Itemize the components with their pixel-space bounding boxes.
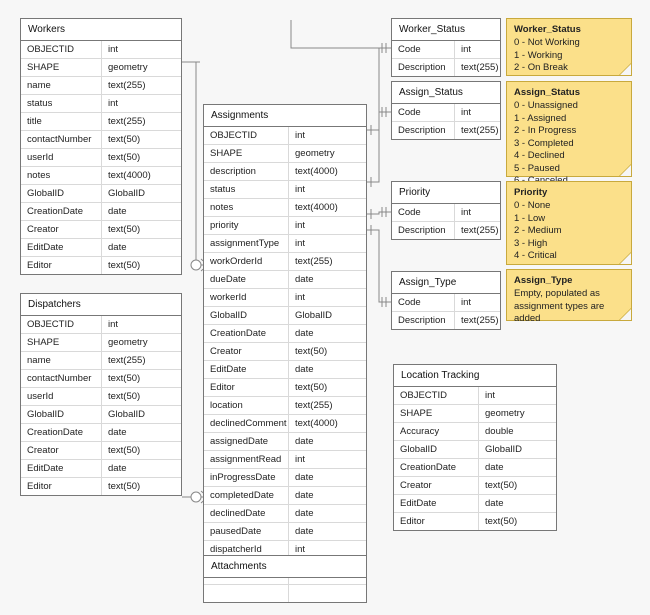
field-name: Creator (210, 346, 242, 357)
field-name: declinedComment (210, 418, 287, 429)
entity-title: Worker_Status (392, 19, 500, 41)
field-type: text(4000) (288, 163, 366, 180)
field-name: EditDate (27, 463, 64, 474)
note-note_worker_status[interactable] (506, 18, 632, 76)
entity-field-row (21, 167, 181, 185)
field-type: text(50) (288, 379, 366, 396)
entity-field-row (394, 477, 556, 495)
entity-field-row (21, 59, 181, 77)
entity-field-row (392, 312, 500, 329)
field-name: OBJECTID (400, 390, 447, 401)
field-type: date (288, 361, 366, 378)
field-name: declinedDate (210, 508, 266, 519)
entity-field-row (394, 459, 556, 477)
entity-field-row (21, 424, 181, 442)
field-type: geometry (101, 334, 181, 351)
field-type: date (288, 469, 366, 486)
entity-field-row (204, 361, 366, 379)
field-name: completedDate (210, 490, 274, 501)
field-type: text(4000) (288, 199, 366, 216)
field-type: geometry (288, 145, 366, 162)
field-name: Description (398, 125, 446, 136)
entity-field-row (21, 460, 181, 478)
entity-fields (394, 387, 556, 530)
field-name: inProgressDate (210, 472, 276, 483)
field-type: text(50) (288, 343, 366, 360)
note-line: Empty, populated as (514, 288, 600, 299)
entity-assign_type[interactable] (391, 271, 501, 330)
field-name: workOrderId (210, 256, 263, 267)
entity-field-row (392, 104, 500, 122)
entity-field-row (204, 505, 366, 523)
entity-field-row (21, 77, 181, 95)
field-type: date (101, 239, 181, 256)
note-note_priority[interactable] (506, 181, 632, 265)
entity-field-row (204, 253, 366, 271)
entity-field-row (21, 406, 181, 424)
entity-field-row (204, 271, 366, 289)
field-name: userId (27, 152, 54, 163)
field-name: Code (398, 207, 421, 218)
field-type: text(255) (288, 253, 366, 270)
field-type: date (288, 271, 366, 288)
field-name: priority (210, 220, 239, 231)
note-line: assignment types are added (514, 300, 607, 324)
note-line: 0 - Not Working (514, 37, 580, 48)
field-name: GlobalID (400, 444, 437, 455)
field-name: Description (398, 62, 446, 73)
field-name: SHAPE (27, 62, 60, 73)
note-line: 2 - On Break (514, 62, 568, 73)
field-name: Code (398, 44, 421, 55)
field-type: int (288, 217, 366, 234)
entity-worker_status[interactable] (391, 18, 501, 77)
field-type: int (101, 95, 181, 112)
field-type: int (288, 541, 366, 558)
entity-title: Workers (21, 19, 181, 41)
entity-field-row (392, 122, 500, 139)
entity-title: Assign_Status (392, 82, 500, 104)
entity-field-row (21, 95, 181, 113)
entity-field-row (204, 289, 366, 307)
note-fold-inner-icon (620, 165, 631, 176)
entity-location_tracking[interactable] (393, 364, 557, 531)
entity-field-row (204, 307, 366, 325)
field-name: description (210, 166, 256, 177)
field-type: int (288, 451, 366, 468)
field-name: Editor (400, 516, 425, 527)
entity-field-row (204, 523, 366, 541)
field-name: Creator (400, 480, 432, 491)
field-type: text(255) (101, 77, 181, 94)
field-name: contactNumber (27, 134, 92, 145)
entity-title: Assignments (204, 105, 366, 127)
field-name: contactNumber (27, 373, 92, 384)
entity-field-row (204, 451, 366, 469)
entity-field-row (204, 217, 366, 235)
field-type: date (101, 203, 181, 220)
entity-field-row (392, 41, 500, 59)
field-type: text(50) (478, 477, 556, 494)
note-line: 1 - Working (514, 49, 563, 61)
field-type: double (478, 423, 556, 440)
field-name: EditDate (27, 242, 64, 253)
field-name: name (27, 355, 51, 366)
field-name: EditDate (400, 498, 437, 509)
field-type: date (288, 325, 366, 342)
field-name: Creator (27, 224, 59, 235)
note-line: 1 - Low (514, 212, 546, 224)
field-type: GlobalID (101, 406, 181, 423)
field-type: int (101, 316, 181, 333)
entity-field-row (21, 442, 181, 460)
entity-field-row (204, 415, 366, 433)
field-type: text(255) (454, 222, 500, 239)
field-name: CreationDate (27, 206, 83, 217)
field-name: userId (27, 391, 54, 402)
entity-attachments[interactable] (203, 555, 367, 603)
field-type: text(50) (101, 388, 181, 405)
field-name: Code (398, 107, 421, 118)
entity-field-row (204, 469, 366, 487)
field-name: CreationDate (210, 328, 266, 339)
entity-field-row (204, 199, 366, 217)
field-name: EditDate (210, 364, 247, 375)
field-type: int (101, 41, 181, 58)
field-name: CreationDate (400, 462, 456, 473)
field-type: int (288, 127, 366, 144)
entity-field-row (21, 185, 181, 203)
field-type: date (288, 505, 366, 522)
note-line: 4 - Critical (514, 250, 557, 261)
field-type: date (288, 433, 366, 450)
field-type: int (288, 289, 366, 306)
field-type: text(50) (101, 442, 181, 459)
field-name: Accuracy (400, 426, 440, 437)
field-type: geometry (101, 59, 181, 76)
entity-field-row (204, 181, 366, 199)
entity-field-row (21, 257, 181, 274)
entity-field-row (394, 423, 556, 441)
field-name: dueDate (210, 274, 246, 285)
entity-fields (204, 127, 366, 558)
entity-field-row (21, 41, 181, 59)
entity-field-row (204, 433, 366, 451)
field-name: GlobalID (210, 310, 247, 321)
entity-workers[interactable] (20, 18, 182, 275)
field-name: notes (27, 170, 51, 181)
field-type: text(50) (101, 257, 181, 274)
field-type: text(255) (288, 397, 366, 414)
field-type: text(255) (101, 113, 181, 130)
field-name: status (210, 184, 236, 195)
field-name: Description (398, 315, 446, 326)
entity-field-row (21, 352, 181, 370)
field-type: date (101, 460, 181, 477)
field-name: dispatcherId (210, 544, 262, 555)
note-title: Worker_Status (514, 24, 581, 35)
entity-fields (392, 294, 500, 329)
entity-field-row (204, 397, 366, 415)
note-note_assign_type[interactable] (506, 269, 632, 324)
field-type: text(4000) (288, 415, 366, 432)
entity-field-row (204, 235, 366, 253)
field-type: int (454, 41, 500, 58)
note-line: 5 - Paused (514, 162, 560, 174)
entity-field-row (21, 239, 181, 257)
entity-field-row (394, 495, 556, 513)
entity-field-row (21, 131, 181, 149)
note-line: 2 - Medium (514, 225, 562, 236)
field-name: pausedDate (210, 526, 262, 537)
field-type (288, 585, 366, 602)
entity-field-row (204, 145, 366, 163)
field-name: SHAPE (27, 337, 60, 348)
field-type: GlobalID (478, 441, 556, 458)
field-type: date (101, 424, 181, 441)
entity-field-row (204, 487, 366, 505)
entity-field-row (204, 343, 366, 361)
field-type: int (288, 235, 366, 252)
entity-fields (21, 316, 181, 495)
entity-fields (392, 41, 500, 76)
field-name: GlobalID (27, 188, 64, 199)
note-fold-inner-icon (620, 253, 631, 264)
field-type: text(255) (454, 122, 500, 139)
note-title: Priority (514, 187, 548, 198)
field-type: text(50) (101, 131, 181, 148)
entity-field-row (21, 334, 181, 352)
entity-field-row (21, 221, 181, 239)
entity-field-row (204, 163, 366, 181)
entity-field-row (21, 370, 181, 388)
field-type: text(255) (454, 312, 500, 329)
entity-assign_status[interactable] (391, 81, 501, 140)
entity-fields (392, 104, 500, 139)
entity-field-row (21, 316, 181, 334)
note-line: 3 - Completed (514, 137, 574, 149)
note-line: 3 - High (514, 237, 548, 249)
field-type: int (454, 294, 500, 311)
note-note_assign_status[interactable] (506, 81, 632, 177)
field-name: assignmentRead (210, 454, 282, 465)
field-type: text(50) (101, 149, 181, 166)
field-type: geometry (478, 405, 556, 422)
entity-field-row (394, 513, 556, 530)
field-name: OBJECTID (210, 130, 257, 141)
entity-priority[interactable] (391, 181, 501, 240)
field-name: GlobalID (27, 409, 64, 420)
entity-field-row (394, 441, 556, 459)
note-line: 4 - Declined (514, 150, 565, 161)
entity-field-row (394, 387, 556, 405)
field-name: title (27, 116, 42, 127)
entity-field-row (204, 585, 366, 602)
field-name: name (27, 80, 51, 91)
field-type: date (478, 495, 556, 512)
field-type: GlobalID (101, 185, 181, 202)
note-line: 1 - Assigned (514, 112, 567, 124)
entity-title: Location Tracking (394, 365, 556, 387)
field-name: SHAPE (400, 408, 433, 419)
entity-dispatchers[interactable] (20, 293, 182, 496)
entity-title: Dispatchers (21, 294, 181, 316)
entity-field-row (394, 405, 556, 423)
note-fold-inner-icon (620, 64, 631, 75)
field-type: text(255) (101, 352, 181, 369)
entity-field-row (21, 113, 181, 131)
entity-title: Priority (392, 182, 500, 204)
field-type: int (478, 387, 556, 404)
field-type: date (478, 459, 556, 476)
entity-field-row (21, 149, 181, 167)
field-type (288, 578, 366, 584)
entity-fields (204, 578, 366, 602)
note-line: 2 - In Progress (514, 125, 577, 136)
field-name: assignedDate (210, 436, 269, 447)
field-type: int (288, 181, 366, 198)
field-name: Editor (210, 382, 235, 393)
field-type: int (454, 104, 500, 121)
entity-field-row (21, 203, 181, 221)
field-type: text(50) (101, 370, 181, 387)
entity-fields (392, 204, 500, 239)
entity-field-row (392, 59, 500, 76)
entity-title: Attachments (204, 556, 366, 578)
entity-field-row (204, 127, 366, 145)
field-name: notes (210, 202, 234, 213)
field-type: text(255) (454, 59, 500, 76)
entity-field-row (204, 325, 366, 343)
field-name: location (210, 400, 243, 411)
field-type: text(50) (101, 478, 181, 495)
entity-field-row (392, 222, 500, 239)
note-line: 0 - Unassigned (514, 100, 578, 111)
field-name: assignmentType (210, 238, 280, 249)
field-name: Description (398, 225, 446, 236)
field-type: text(50) (101, 221, 181, 238)
note-title: Assign_Status (514, 87, 580, 98)
field-name: CreationDate (27, 427, 83, 438)
entity-assignments[interactable] (203, 104, 367, 559)
field-type: text(4000) (101, 167, 181, 184)
entity-field-row (204, 379, 366, 397)
field-name: Editor (27, 481, 52, 492)
field-name: Editor (27, 260, 52, 271)
entity-field-row (392, 204, 500, 222)
field-name: OBJECTID (27, 44, 74, 55)
note-title: Assign_Type (514, 275, 573, 286)
field-name: status (27, 98, 53, 109)
field-name (204, 585, 288, 602)
field-name: workerId (210, 292, 247, 303)
field-type: date (288, 523, 366, 540)
entity-field-row (204, 578, 366, 585)
field-type: date (288, 487, 366, 504)
entity-field-row (21, 388, 181, 406)
field-type: GlobalID (288, 307, 366, 324)
field-name: Creator (27, 445, 59, 456)
field-type: int (454, 204, 500, 221)
note-fold-inner-icon (620, 309, 631, 320)
entity-field-row (21, 478, 181, 495)
entity-fields (21, 41, 181, 274)
field-name: SHAPE (210, 148, 243, 159)
field-name: Code (398, 297, 421, 308)
field-name (204, 578, 288, 584)
field-name: OBJECTID (27, 319, 74, 330)
note-line: 0 - None (514, 200, 551, 211)
entity-field-row (392, 294, 500, 312)
entity-title: Assign_Type (392, 272, 500, 294)
field-type: text(50) (478, 513, 556, 530)
